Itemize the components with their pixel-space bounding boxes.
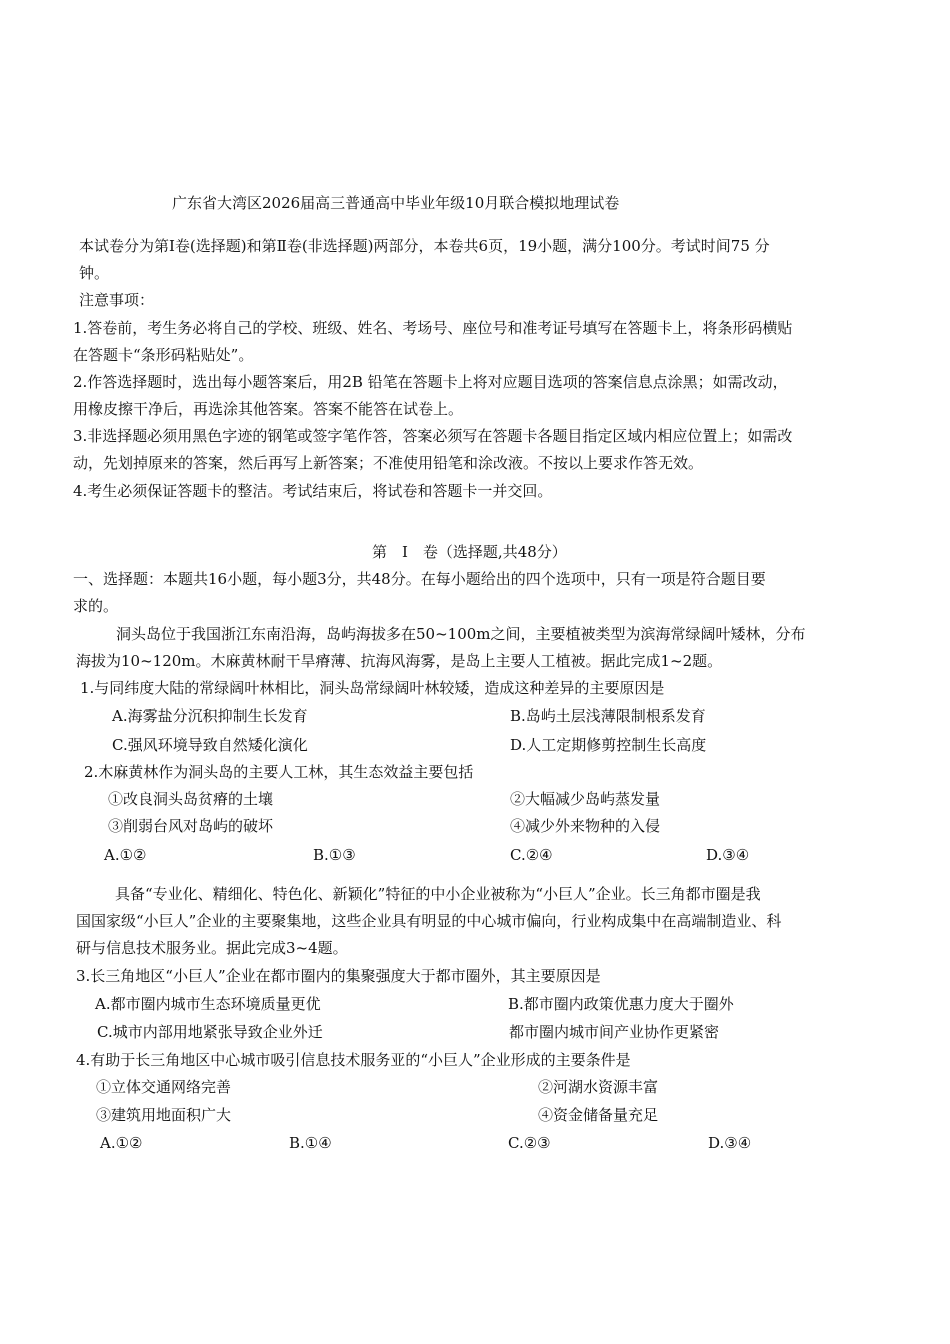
passage-line: 国国家级“小巨人”企业的主要聚集地，这些企业具有明显的中心城市偏向，行业构成集中在高端制造业、科 — [76, 912, 782, 930]
option-c: C.②④ — [510, 846, 553, 864]
option-d: D.人工定期修剪控制生长高度 — [510, 736, 707, 754]
option-b: B.①④ — [289, 1134, 332, 1152]
statement-item: ②大幅减少岛屿蒸发量 — [510, 790, 661, 808]
passage-line: 洞头岛位于我国浙江东南沿海，岛屿海拔多在50~100m之间，主要植被类型为滨海常绿阔叶矮林，分布 — [116, 625, 806, 643]
statement-item: ①立体交通网络完善 — [96, 1078, 232, 1096]
option-d: D.③④ — [706, 846, 750, 864]
notice-item: 在答题卡“条形码粘贴处”。 — [73, 346, 254, 364]
option-a: A.①② — [100, 1134, 143, 1152]
notice-item: 2.作答选择题时，选出每小题答案后，用2B 铅笔在答题卡上将对应题目选项的答案信息点涂黑；如需改动， — [73, 373, 788, 391]
option-a: A.①② — [104, 846, 147, 864]
statement-item: ②河湖水资源丰富 — [538, 1078, 659, 1096]
option-c: C.②③ — [508, 1134, 551, 1152]
notice-item: 1.答卷前，考生务必将自己的学校、班级、姓名、考场号、座位号和准考证号填写在答题卡上，将条形码横贴 — [73, 319, 793, 337]
option-a: A.都市圈内城市生态环境质量更优 — [95, 995, 321, 1013]
statement-item: ③削弱台风对岛屿的破坏 — [108, 817, 274, 835]
question-stem: 4.有助于长三角地区中心城市吸引信息技术服务亚的“小巨人”企业形成的主要条件是 — [76, 1051, 631, 1069]
statement-item: ④资金储备量充足 — [538, 1106, 659, 1124]
section-instruction: 一、选择题：本题共16小题，每小题3分，共48分。在每小题给出的四个选项中，只有一项是符合题目要 — [73, 570, 766, 588]
option-c: C.强风环境导致自然矮化演化 — [112, 736, 308, 754]
option-c: C.城市内部用地紧张导致企业外迁 — [97, 1023, 323, 1041]
passage-line: 研与信息技术服务业。据此完成3~4题。 — [76, 939, 348, 957]
question-stem: 1.与同纬度大陆的常绿阔叶林相比，洞头岛常绿阔叶林较矮，造成这种差异的主要原因是 — [80, 679, 665, 697]
statement-item: ③建筑用地面积广大 — [96, 1106, 232, 1124]
passage-line: 具备“专业化、精细化、特色化、新颖化”特征的中小企业被称为“小巨人”企业。长三角都市圈是我 — [115, 885, 761, 903]
passage-line: 海拔为10~120m。木麻黄林耐干旱瘠薄、抗海风海雾，是岛上主要人工植被。据此完成1~2题。 — [76, 652, 723, 670]
option-d: 都市圈内城市间产业协作更紧密 — [509, 1023, 720, 1041]
notice-item: 3.非选择题必须用黑色字迹的钢笔或签字笔作答，答案必须写在答题卡各题目指定区域内相应位置上；如需改 — [73, 427, 793, 445]
notice-item: 4.考生必须保证答题卡的整洁。考试结束后，将试卷和答题卡一并交回。 — [73, 482, 553, 500]
notice-heading: 注意事项： — [79, 291, 155, 309]
page-title: 广东省大湾区2026届高三普通高中毕业年级10月联合模拟地理试卷 — [172, 194, 620, 212]
section-heading: 第 Ⅰ 卷（选择题,共48分） — [372, 543, 567, 561]
notice-item: 用橡皮擦干净后，再选涂其他答案。答案不能答在试卷上。 — [73, 400, 464, 418]
option-b: B.都市圈内政策优惠力度大于圈外 — [508, 995, 734, 1013]
statement-item: ①改良洞头岛贫瘠的土壤 — [108, 790, 274, 808]
section-instruction: 求的。 — [73, 597, 119, 615]
notice-item: 动，先划掉原来的答案，然后再写上新答案；不准使用铅笔和涂改液。不按以上要求作答无效。 — [73, 454, 704, 472]
statement-item: ④减少外来物种的入侵 — [510, 817, 661, 835]
intro-line: 钟。 — [79, 264, 110, 282]
option-d: D.③④ — [708, 1134, 752, 1152]
question-stem: 2.木麻黄林作为洞头岛的主要人工林，其生态效益主要包括 — [84, 763, 474, 781]
option-a: A.海雾盐分沉积抑制生长发育 — [112, 707, 308, 725]
intro-line: 本试卷分为第Ⅰ卷(选择题)和第Ⅱ卷(非选择题)两部分，本卷共6页，19小题，满分100分。考试时间75 分 — [79, 237, 770, 255]
question-stem: 3.长三角地区“小巨人”企业在都市圈内的集聚强度大于都市圈外，其主要原因是 — [76, 967, 601, 985]
option-b: B.①③ — [313, 846, 356, 864]
option-b: B.岛屿土层浅薄限制根系发育 — [510, 707, 706, 725]
